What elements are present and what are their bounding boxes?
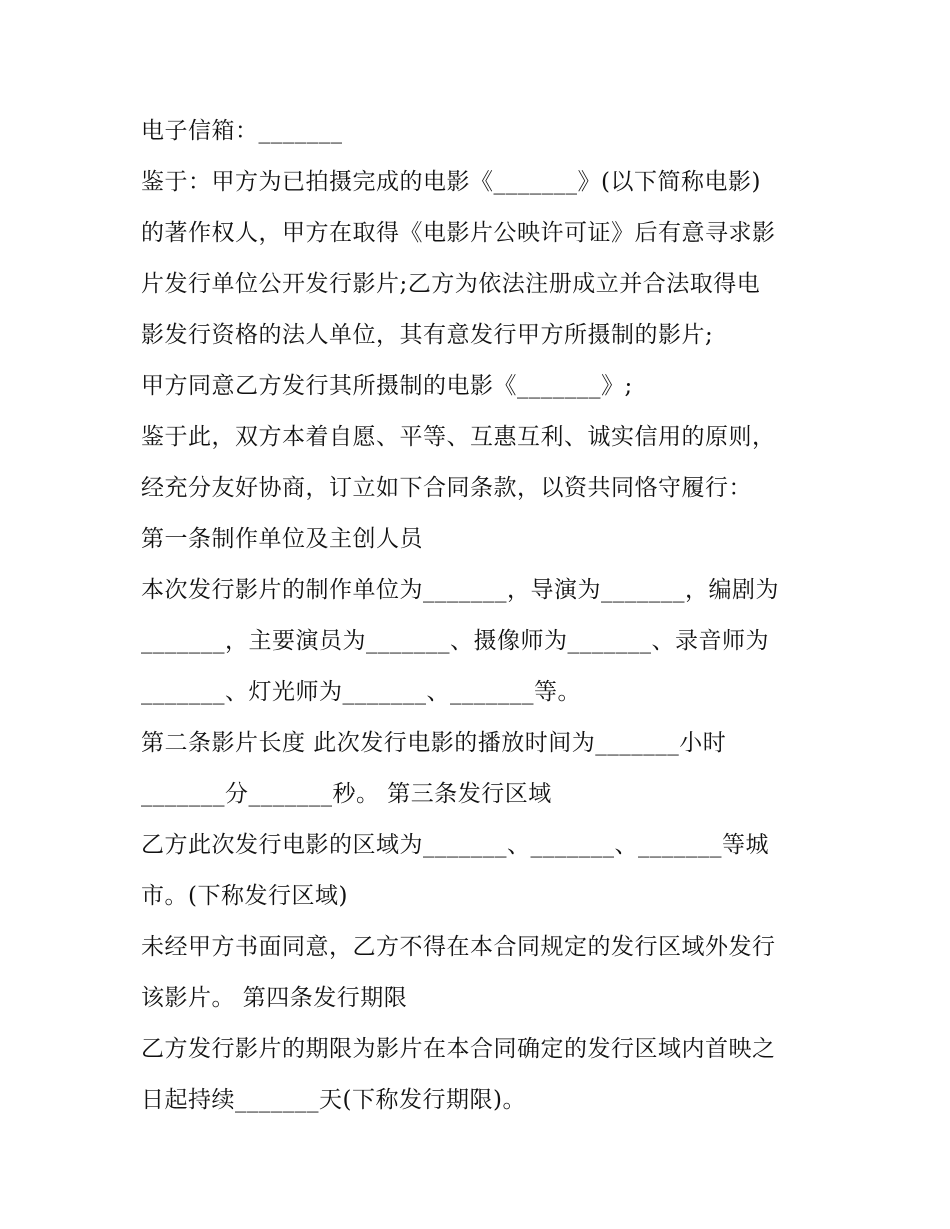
text-line: 鉴于此，双方本着自愿、平等、互惠互利、诚实信用的原则， xyxy=(141,424,776,450)
text-line: 甲方同意乙方发行其所摄制的电影《_______》; xyxy=(141,373,633,399)
text-line: 鉴于：甲方为已拍摄完成的电影《_______》(以下简称电影) xyxy=(141,169,761,195)
text-line: 电子信箱：_______ xyxy=(141,118,343,144)
text-line: 乙方此次发行电影的区域为_______、_______、_______等城 xyxy=(141,832,769,858)
text-line: 市。(下称发行区域) xyxy=(141,883,348,909)
text-line: 经充分友好协商，订立如下合同条款，以资共同恪守履行： xyxy=(141,475,752,501)
text-line: 的著作权人，甲方在取得《电影片公映许可证》后有意寻求影 xyxy=(141,220,776,246)
text-line: 第二条影片长度 此次发行电影的播放时间为_______小时 xyxy=(141,730,727,756)
text-line: _______、灯光师为_______、_______等。 xyxy=(141,679,581,705)
text-line: 该影片。 第四条发行期限 xyxy=(141,985,408,1011)
section-heading: 第一条制作单位及主创人员 xyxy=(141,526,423,552)
text-line: 本次发行影片的制作单位为_______，导演为_______，编剧为 xyxy=(141,577,779,603)
text-line: 乙方发行影片的期限为影片在本合同确定的发行区域内首映之 xyxy=(141,1036,776,1062)
text-line: _______，主要演员为_______、摄像师为_______、录音师为 xyxy=(141,628,769,654)
text-line: 影发行资格的法人单位，其有意发行甲方所摄制的影片; xyxy=(141,322,714,348)
text-line: 片发行单位公开发行影片;乙方为依法注册成立并合法取得电 xyxy=(141,271,761,297)
text-line: _______分_______秒。 第三条发行区域 xyxy=(141,781,552,807)
document-body xyxy=(141,108,821,1128)
text-line: 日起持续_______天(下称发行期限)。 xyxy=(141,1087,526,1113)
text-line: 未经甲方书面同意，乙方不得在本合同规定的发行区域外发行 xyxy=(141,934,776,960)
